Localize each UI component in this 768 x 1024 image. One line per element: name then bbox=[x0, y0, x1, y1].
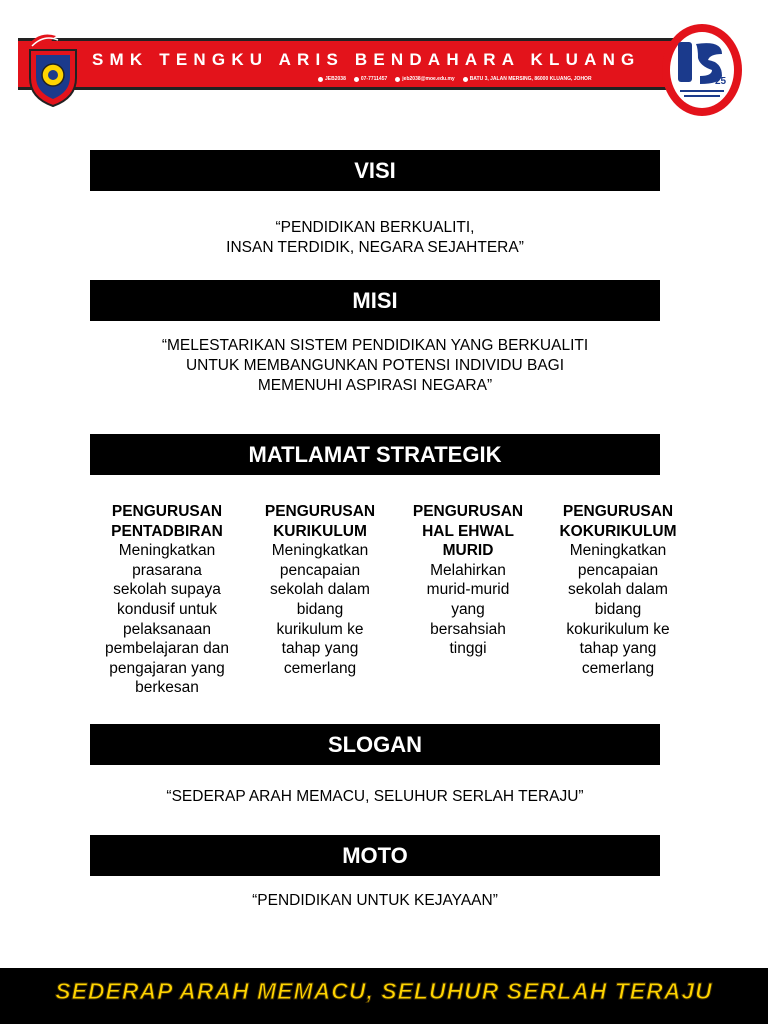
visi-line-1: “PENDIDIKAN BERKUALITI, bbox=[275, 219, 475, 236]
goal-desc-line: tinggi bbox=[449, 640, 487, 658]
goal-desc-line: cemerlang bbox=[581, 659, 655, 677]
email-icon bbox=[395, 77, 400, 82]
contact-info bbox=[318, 76, 592, 82]
goal-desc-line: Meningkatkan bbox=[569, 542, 667, 560]
slogan-text: “SEDERAP ARAH MEMACU, SELUHUR SERLAH TERAJU” bbox=[166, 788, 584, 805]
goal-title-line: HAL EHWAL bbox=[422, 522, 514, 540]
goal-desc-line: sekolah dalam bbox=[568, 581, 668, 599]
moto-text: “PENDIDIKAN UNTUK KEJAYAAN” bbox=[252, 892, 498, 909]
email-item: jeb2038@moe.edu.my bbox=[395, 76, 454, 82]
visi-text bbox=[90, 218, 660, 258]
goal-desc-line: berkesan bbox=[135, 679, 199, 697]
goal-title-line: PENGURUSAN bbox=[562, 503, 674, 520]
goal-desc-line: sekolah dalam bbox=[270, 581, 370, 599]
goal-desc-line: bidang bbox=[594, 600, 642, 618]
goal-desc-line: yang bbox=[451, 600, 485, 618]
misi-line-2: UNTUK MEMBANGUNKAN POTENSI INDIVIDU BAGI bbox=[185, 357, 565, 374]
logo-number: 25 bbox=[715, 76, 727, 87]
moto-heading: MOTO bbox=[90, 835, 660, 876]
goal-desc-line: Meningkatkan bbox=[271, 542, 369, 560]
goal-desc-line: Melahirkan bbox=[430, 561, 506, 579]
goal-desc-line: Meningkatkan bbox=[118, 542, 216, 560]
goal-kurikulum bbox=[252, 502, 388, 678]
school-crest-logo bbox=[18, 28, 88, 108]
goal-desc-line: murid-murid bbox=[426, 581, 510, 599]
goal-desc-line: cemerlang bbox=[283, 659, 357, 677]
misi-heading: MISI bbox=[90, 280, 660, 321]
goal-desc-line: pelaksanaan bbox=[123, 620, 211, 638]
goal-kokurikulum bbox=[548, 502, 688, 678]
goal-desc-line: bersahsiah bbox=[430, 620, 506, 638]
address-item: BATU 3, JALAN MERSING, 86000 KLUANG, JOHOR bbox=[463, 76, 592, 82]
visi-line-2: INSAN TERDIDIK, NEGARA SEJAHTERA” bbox=[226, 239, 524, 256]
footer-slogan: SEDERAP ARAH MEMACU, SELUHUR SERLAH TERAJU bbox=[55, 978, 713, 1004]
goal-title-line: PENTADBIRAN bbox=[111, 522, 223, 540]
code-icon bbox=[318, 77, 323, 82]
goal-desc-line: sekolah supaya bbox=[113, 581, 221, 599]
goal-desc-line: pencapaian bbox=[279, 561, 361, 579]
goal-pentadbiran bbox=[96, 502, 238, 698]
goal-title-line: KURIKULUM bbox=[273, 522, 367, 540]
goal-desc-line: tahap yang bbox=[281, 640, 359, 658]
visi-heading: VISI bbox=[90, 150, 660, 191]
matlamat-heading: MATLAMAT STRATEGIK bbox=[90, 434, 660, 475]
goal-desc-line: kokurikulum ke bbox=[566, 620, 670, 638]
goal-desc-line: kurikulum ke bbox=[276, 620, 364, 638]
location-icon bbox=[463, 77, 468, 82]
goal-title-line: PENGURUSAN bbox=[264, 503, 376, 520]
goal-desc-line: bidang bbox=[296, 600, 344, 618]
school-name: SMK TENGKU ARIS BENDAHARA KLUANG bbox=[92, 50, 641, 69]
goal-hal-ehwal-murid bbox=[400, 502, 536, 659]
goal-desc-line: tahap yang bbox=[579, 640, 657, 658]
goal-title-line: PENGURUSAN bbox=[111, 503, 223, 520]
goal-title-line: MURID bbox=[442, 542, 494, 560]
phone-item: 07-7711457 bbox=[354, 76, 387, 82]
slogan-heading: SLOGAN bbox=[90, 724, 660, 765]
goal-desc-line: prasarana bbox=[132, 561, 202, 579]
goal-desc-line: pembelajaran dan bbox=[104, 640, 230, 658]
goal-desc-line: pengajaran yang bbox=[109, 659, 225, 677]
goal-title-line: KOKURIKULUM bbox=[559, 522, 677, 540]
school-header bbox=[0, 0, 768, 120]
misi-line-1: “MELESTARIKAN SISTEM PENDIDIKAN YANG BERKUALITI bbox=[161, 337, 589, 354]
code-item: JEB2038 bbox=[318, 76, 346, 82]
misi-line-3: MEMENUHI ASPIRASI NEGARA” bbox=[257, 377, 493, 394]
anniversary-25-logo bbox=[660, 18, 744, 118]
goal-title-line: PENGURUSAN bbox=[412, 503, 524, 520]
goal-desc-line: kondusif untuk bbox=[117, 600, 217, 618]
goal-desc-line: pencapaian bbox=[577, 561, 659, 579]
misi-text bbox=[90, 336, 660, 396]
phone-icon bbox=[354, 77, 359, 82]
